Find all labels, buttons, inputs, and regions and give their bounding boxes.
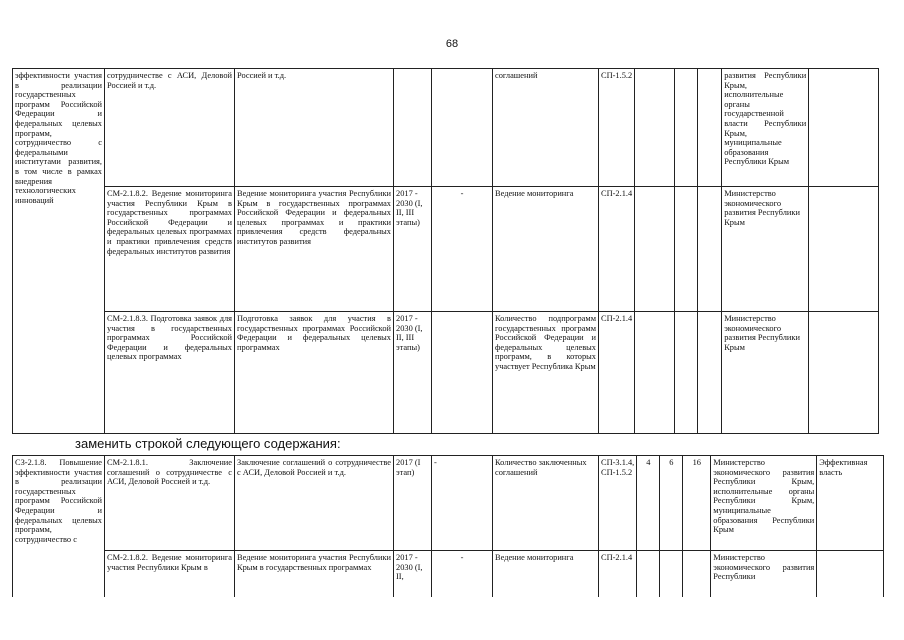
executor-cell: Министерство экономического развития Республики Крым, исполнительные органы Республики Крым, муниципальные образования Республики Крым	[711, 456, 817, 551]
table-row	[13, 187, 879, 312]
page-number: 68	[445, 38, 459, 50]
sp-cell: СП-2.1.4	[599, 187, 635, 312]
content-cell: Подготовка заявок для участия в государственных программах Российской Федерации и федеральных целевых программах	[235, 312, 394, 434]
replace-heading: заменить строкой следующего содержания:	[75, 436, 341, 451]
period-cell: 2017 - 2030 (I, II,	[394, 551, 432, 611]
program-cell: Эффективная власть	[817, 456, 884, 551]
period-cell: 2017 (I этап)	[394, 456, 432, 551]
executor-cell: Министерство экономического развития Республики Крым	[722, 187, 809, 312]
dash-cell	[432, 312, 493, 434]
program-cell	[809, 69, 879, 187]
result-cell: Ведение мониторинга	[493, 187, 599, 312]
measure-cell: СМ-2.1.8.3. Подготовка заявок для участия в государственных программах Российской Федерации и федеральных целевых программах	[105, 312, 235, 434]
program-cell	[809, 312, 879, 434]
content-cell: Ведение мониторинга участия Республики Крым в государственных программах Российской Федерации и федеральных целевых программах и практики привлечения средств федеральных институтов развития	[235, 187, 394, 312]
executor-cell: развития Республики Крым, исполнительные органы государственной власти Республики Крым, муниципальные образования Республики Крым	[722, 69, 809, 187]
executor-cell: Министерство экономического развития Республики	[711, 551, 817, 611]
sp-cell: СП-2.1.4	[599, 312, 635, 434]
page-bottom-margin	[0, 597, 904, 640]
sp-cell: СП-1.5.2	[599, 69, 635, 187]
value-cell	[635, 312, 675, 434]
result-cell: соглашений	[493, 69, 599, 187]
value-cell	[698, 187, 722, 312]
content-cell: Ведение мониторинга участия Республики Крым в государственных программах	[235, 551, 394, 611]
table-row	[13, 456, 884, 551]
value-cell	[675, 69, 698, 187]
program-cell	[809, 187, 879, 312]
content-cell: Россией и т.д.	[235, 69, 394, 187]
measure-cell: сотрудничестве с АСИ, Деловой Россией и т.д.	[105, 69, 235, 187]
dash-cell	[432, 69, 493, 187]
value-cell	[698, 69, 722, 187]
task-description-cell: эффективности участия в реализации государственных программ Российской Федерации и федеральных целевых программ, сотрудничество с федеральными институтами развития, в том числе в рамках внедрения технологических инноваций	[13, 69, 105, 434]
value-cell	[635, 187, 675, 312]
sp-cell: СП-3.1.4, СП-1.5.2	[599, 456, 637, 551]
dash-cell: -	[432, 456, 493, 551]
value-cell	[635, 69, 675, 187]
table-row	[13, 312, 879, 434]
result-cell: Количество подпрограмм государственных программ Российской Федерации и федеральных целевых программ, в которых участвует Республика Крым	[493, 312, 599, 434]
task-description-cell: СЗ-2.1.8. Повышение эффективности участия в реализации государственных программ Российской Федерации и федеральных целевых программ, сотрудничество с	[13, 456, 105, 611]
value-cell: 6	[660, 456, 683, 551]
value-cell	[698, 312, 722, 434]
sp-cell: СП-2.1.4	[599, 551, 637, 611]
measure-cell: СМ-2.1.8.2. Ведение мониторинга участия Республики Крым в	[105, 551, 235, 611]
dash-cell: -	[432, 187, 493, 312]
executor-cell: Министерство экономического развития Республики Крым	[722, 312, 809, 434]
period-cell: 2017 - 2030 (I, II, III этапы)	[394, 187, 432, 312]
value-cell	[675, 312, 698, 434]
content-cell: Заключение соглашений о сотрудничестве с АСИ, Деловой Россией и т.д.	[235, 456, 394, 551]
strategy-table-old	[12, 68, 879, 434]
dash-cell: -	[432, 551, 493, 611]
strategy-table-new	[12, 455, 884, 611]
value-cell: 4	[637, 456, 660, 551]
table-row	[13, 69, 879, 187]
period-cell: 2017 - 2030 (I, II, III этапы)	[394, 312, 432, 434]
value-cell	[675, 187, 698, 312]
result-cell: Количество заключенных соглашений	[493, 456, 599, 551]
measure-cell: СМ-2.1.8.2. Ведение мониторинга участия Республики Крым в государственных программах Российской Федерации и федеральных целевых программах и практики привлечения средств федеральных институтов развития	[105, 187, 235, 312]
value-cell: 16	[683, 456, 711, 551]
result-cell: Ведение мониторинга	[493, 551, 599, 611]
measure-cell: СМ-2.1.8.1. Заключение соглашений о сотрудничестве с АСИ, Деловой Россией и т.д.	[105, 456, 235, 551]
period-cell	[394, 69, 432, 187]
